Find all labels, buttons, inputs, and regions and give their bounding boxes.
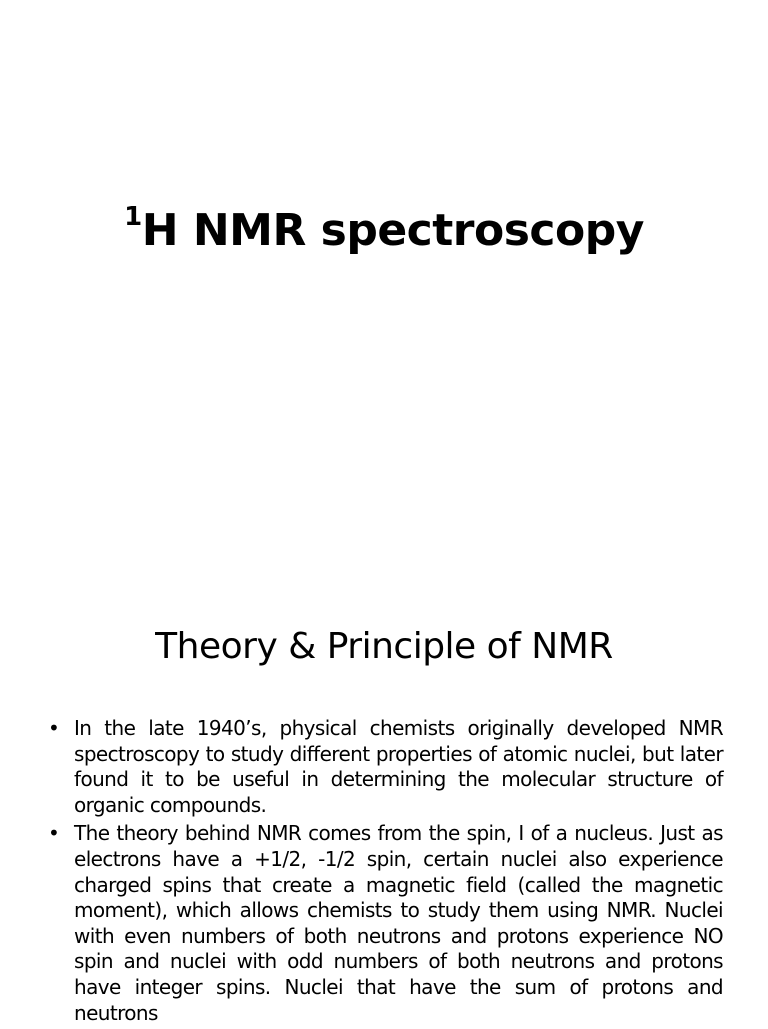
title-superscript: 1	[124, 202, 142, 232]
bullet-dot: •	[48, 716, 60, 740]
bullet-text: The theory behind NMR comes from the spin, I of a nucleus. Just as electrons have a +1/2, -1/2 spin, certain nuclei also experience charged spins that create a magnetic field (called the magnetic moment), which allows chemists to study them using NMR. Nuclei with even numbers of both neutrons and protons experience NO spin and nuclei with odd numbers of both neutrons and protons have integer spins. Nuclei that have the sum of protons and neutrons	[74, 821, 723, 1025]
bullet-text: In the late 1940’s, physical chemists originally developed NMR spectroscopy to study different properties of atomic nuclei, but later found it to be useful in determining the molecular structure of organic compounds.	[74, 716, 723, 817]
bullet-item	[48, 716, 723, 818]
bullet-dot: •	[48, 821, 60, 846]
bullet-item	[48, 821, 723, 1026]
bullet-list	[48, 716, 723, 1029]
title-text: H NMR spectroscopy	[141, 205, 644, 256]
section-heading: Theory & Principle of NMR	[155, 626, 613, 667]
slide-title-container	[0, 202, 768, 256]
slide-title	[124, 202, 644, 256]
